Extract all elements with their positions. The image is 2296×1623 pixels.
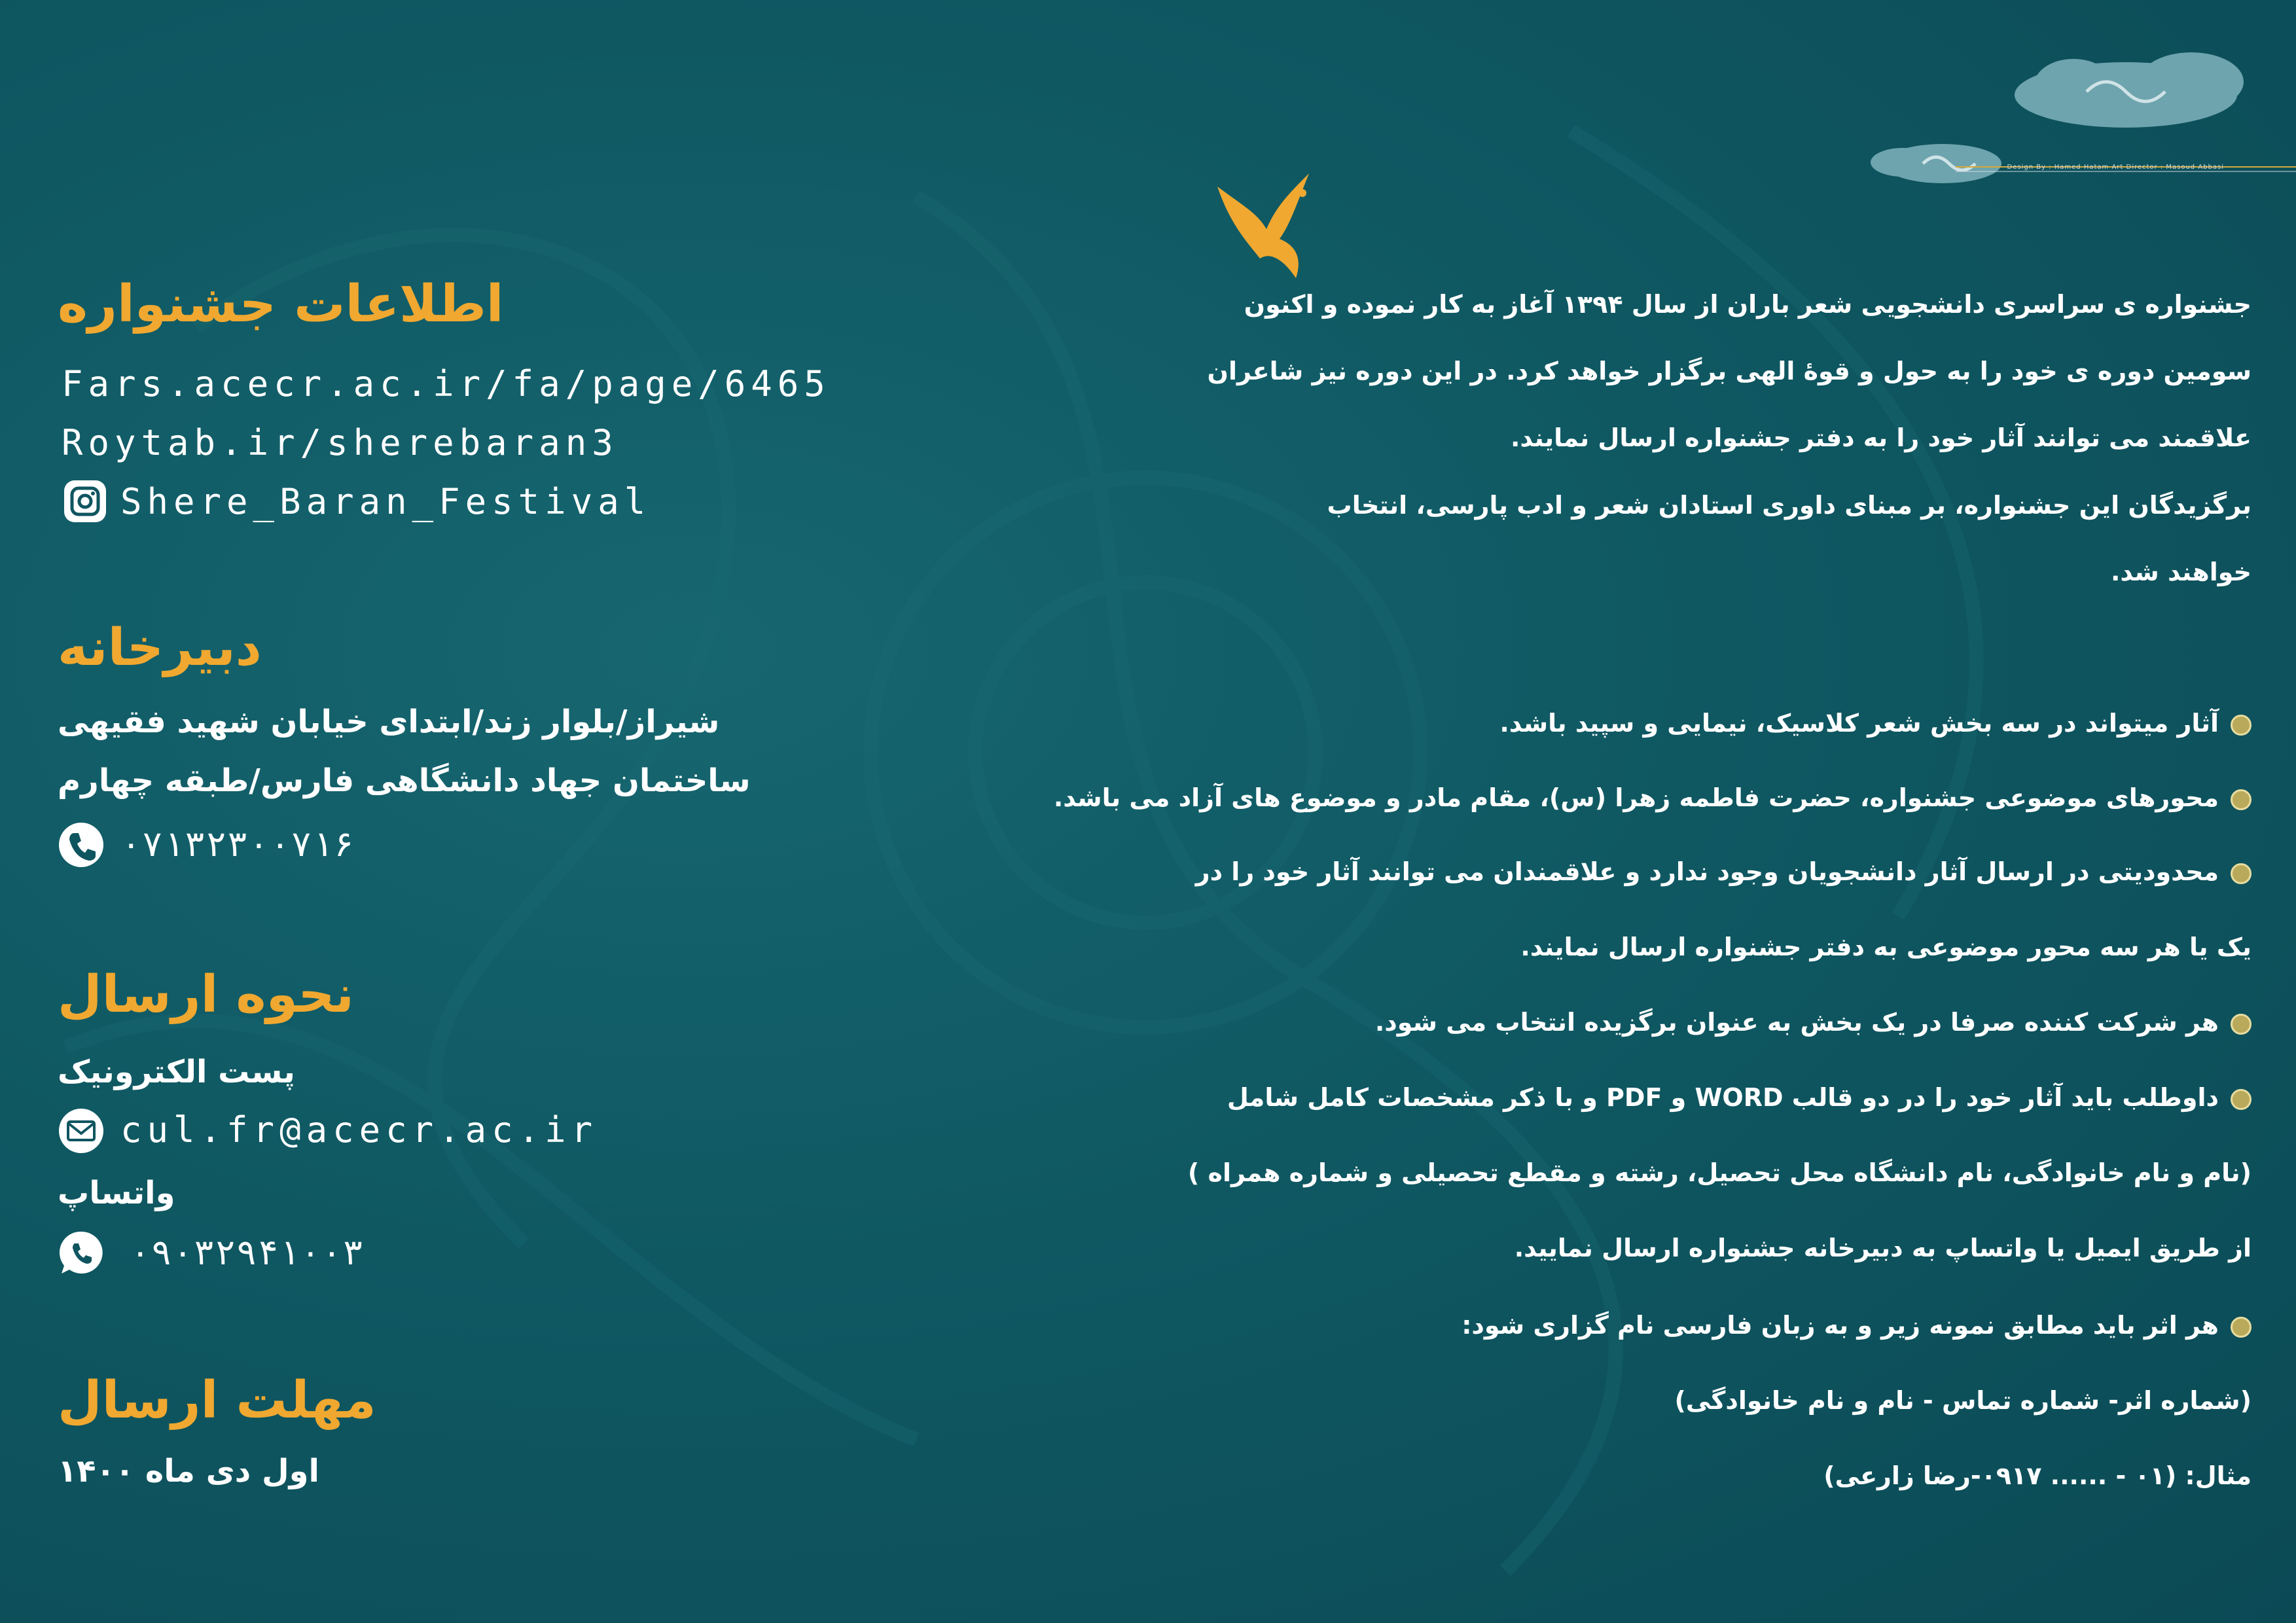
- design-credits: Design By : Hamed Hatam Art Director : Masoud Abbasi: [2007, 164, 2224, 171]
- instagram-icon: [62, 478, 109, 525]
- rule-item: داوطلب باید آثار خود را در دو قالب WORD و PDF و با ذکر مشخصات کامل شامل: [1152, 1083, 2251, 1112]
- intro-line: سومین دوره ی خود را به حول و قوهٔ الهی برگزار خواهد کرد. در این دوره نیز شاعران: [1207, 357, 2251, 385]
- bullet-icon: [2231, 1317, 2251, 1338]
- whatsapp-label: واتساپ: [58, 1175, 175, 1211]
- rule-item: محورهای موضوعی جشنواره، حضرت فاطمه زهرا (س)، مقام مادر و موضوع های آزاد می باشد.: [1152, 783, 2251, 812]
- naming-format: (شماره اثر- شماره تماس - نام و نام خانوادگی): [1674, 1386, 2251, 1415]
- intro-line: خواهند شد.: [2110, 558, 2251, 586]
- rule-item: هر اثر باید مطابق نمونه زیر و به زبان فارسی نام گزاری شود:: [1152, 1311, 2251, 1340]
- secretariat-phone[interactable]: ۰۷۱۳۲۳۰۰۷۱۶: [120, 823, 355, 865]
- whatsapp-number[interactable]: ۰۹۰۳۲۹۴۱۰۰۳: [130, 1232, 364, 1273]
- secretariat-address-line-1: شیراز/بلوار زند/ابتدای خیابان شهید فقیهی: [58, 704, 720, 740]
- mail-icon: [58, 1107, 105, 1154]
- rule-item: هر شرکت کننده صرفا در یک بخش به عنوان برگزیده انتخاب می شود.: [1152, 1008, 2251, 1037]
- rule-item-continuation: (نام و نام خانوادگی، نام دانشگاه محل تحصیل، رشته و مقطع تحصیلی و شماره همراه ): [1187, 1158, 2251, 1187]
- rule-item: محدودیتی در ارسال آثار دانشجویان وجود ندارد و علاقمندان می توانند آثار خود را در: [1152, 857, 2251, 886]
- bullet-icon: [2231, 789, 2251, 810]
- rule-item-continuation: یک یا هر سه محور موضوعی به دفتر جشنواره ارسال نمایند.: [1520, 933, 2251, 961]
- festival-website-2[interactable]: Roytab.ir/sherebaran3: [62, 422, 619, 463]
- secretariat-heading: دبیرخانه: [58, 618, 262, 677]
- deadline-date: اول دی ماه ۱۴۰۰: [58, 1453, 319, 1489]
- bullet-icon: [2231, 863, 2251, 884]
- rule-item: آثار میتواند در سه بخش شعر کلاسیک، نیمایی و سپید باشد.: [1152, 709, 2251, 738]
- intro-line: علاقمند می توانند آثار خود را به دفتر جشنواره ارسال نمایند.: [1510, 423, 2251, 452]
- bird-logo-icon: [1204, 167, 1329, 285]
- whatsapp-icon: [58, 1229, 105, 1276]
- intro-line: برگزیدگان این جشنواره، بر مبنای داوری استادان شعر و ادب پارسی، انتخاب: [1327, 491, 2251, 520]
- phone-icon: [58, 821, 105, 868]
- instagram-handle[interactable]: Shere_Baran_Festival: [120, 481, 651, 522]
- email-address[interactable]: cul.fr@acecr.ac.ir: [120, 1109, 598, 1150]
- decorative-cloud-ornament: [1799, 46, 2296, 196]
- festival-website[interactable]: Fars.acecr.ac.ir/fa/page/6465: [62, 363, 831, 404]
- bullet-icon: [2231, 1014, 2251, 1035]
- festival-info-heading: اطلاعات جشنواره: [58, 275, 504, 334]
- submission-heading: نحوه ارسال: [58, 965, 354, 1024]
- rule-item-continuation: از طریق ایمیل یا واتساپ به دبیرخانه جشنواره ارسال نمایید.: [1514, 1234, 2251, 1262]
- email-label: پست الکترونیک: [58, 1054, 295, 1090]
- naming-example: مثال: (۰۱ - ...... ۰۹۱۷-رضا زارعی): [1823, 1461, 2251, 1490]
- deadline-heading: مهلت ارسال: [58, 1371, 376, 1430]
- bullet-icon: [2231, 1089, 2251, 1110]
- intro-line: جشنواره ی سراسری دانشجویی شعر باران از سال ۱۳۹۴ آغاز به کار نموده و اکنون: [1244, 290, 2251, 319]
- bullet-icon: [2231, 715, 2251, 736]
- secretariat-address-line-2: ساختمان جهاد دانشگاهی فارس/طبقه چهارم: [58, 762, 751, 799]
